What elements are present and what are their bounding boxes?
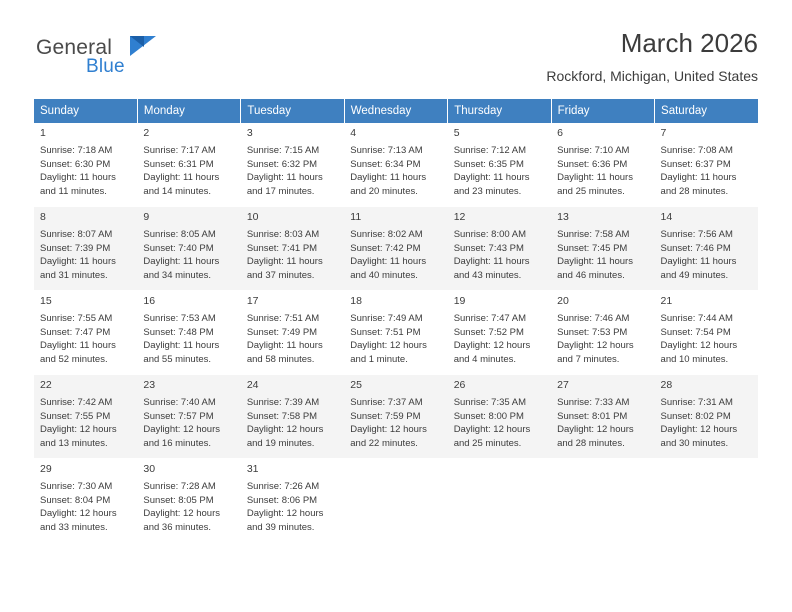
calendar-week-row xyxy=(34,123,758,207)
daylight-text: Daylight: 12 hours and 7 minutes. xyxy=(557,340,634,365)
daylight-text: Daylight: 11 hours and 40 minutes. xyxy=(350,256,427,281)
sunset-text: Sunset: 7:54 PM xyxy=(660,326,731,338)
daylight-text: Daylight: 11 hours and 43 minutes. xyxy=(453,256,530,281)
sunrise-text: Sunrise: 7:30 AM xyxy=(40,481,113,492)
calendar-day-cell[interactable] xyxy=(137,291,240,375)
sunrise-text: Sunrise: 7:55 AM xyxy=(40,313,113,324)
day-number: 24 xyxy=(246,379,259,391)
sunrise-text: Sunrise: 7:47 AM xyxy=(453,313,527,324)
calendar-day-cell[interactable] xyxy=(344,207,447,291)
day-number: 2 xyxy=(143,127,150,139)
calendar-empty-cell xyxy=(551,459,654,543)
day-number: 11 xyxy=(350,211,362,223)
calendar-week-row xyxy=(34,207,758,291)
day-number: 13 xyxy=(557,211,569,223)
day-number: 15 xyxy=(40,295,52,307)
day-number: 21 xyxy=(660,295,673,307)
day-number: 28 xyxy=(660,379,673,391)
calendar-empty-cell xyxy=(344,459,447,543)
day-number: 7 xyxy=(660,127,667,139)
day-number: 4 xyxy=(350,127,357,139)
weekday-header-monday: Monday xyxy=(137,99,240,123)
daylight-text: Daylight: 11 hours and 46 minutes. xyxy=(557,256,633,281)
day-number: 22 xyxy=(40,379,52,391)
sunset-text: Sunset: 6:31 PM xyxy=(143,158,214,170)
calendar-day-cell[interactable] xyxy=(241,459,344,543)
calendar-header-row xyxy=(34,99,758,123)
sunrise-text: Sunrise: 7:51 AM xyxy=(246,313,320,324)
weekday-header-saturday: Saturday xyxy=(655,99,758,123)
daylight-text: Daylight: 11 hours and 58 minutes. xyxy=(246,340,323,365)
generalblue-logo xyxy=(34,26,194,76)
sunset-text: Sunset: 8:01 PM xyxy=(557,410,628,422)
sunrise-text: Sunrise: 8:05 AM xyxy=(143,229,216,240)
sunset-text: Sunset: 7:52 PM xyxy=(453,326,524,338)
sunrise-text: Sunrise: 7:18 AM xyxy=(40,145,113,156)
day-number: 8 xyxy=(40,211,46,223)
day-number: 18 xyxy=(350,295,362,307)
sunrise-text: Sunrise: 7:13 AM xyxy=(350,145,423,156)
calendar-day-cell[interactable] xyxy=(448,291,551,375)
sunset-text: Sunset: 7:59 PM xyxy=(350,410,421,422)
daylight-text: Daylight: 12 hours and 10 minutes. xyxy=(660,340,738,365)
daylight-text: Daylight: 12 hours and 13 minutes. xyxy=(40,424,117,449)
calendar-day-cell[interactable] xyxy=(34,207,137,291)
day-number: 14 xyxy=(660,211,673,223)
weekday-header-sunday: Sunday xyxy=(34,99,137,123)
day-number: 5 xyxy=(453,127,460,139)
sunset-text: Sunset: 8:00 PM xyxy=(453,410,524,422)
sunrise-text: Sunrise: 7:53 AM xyxy=(143,313,216,324)
sunrise-text: Sunrise: 7:56 AM xyxy=(660,229,733,240)
day-number: 16 xyxy=(143,295,156,307)
page-title: March 2026 xyxy=(620,28,758,58)
daylight-text: Daylight: 11 hours and 55 minutes. xyxy=(143,340,220,365)
calendar-week-row xyxy=(34,291,758,375)
sunrise-text: Sunrise: 7:39 AM xyxy=(246,397,320,408)
calendar-day-cell[interactable] xyxy=(448,207,551,291)
weekday-header-tuesday: Tuesday xyxy=(241,99,344,123)
day-number: 27 xyxy=(557,379,569,391)
logo-text-general: General xyxy=(36,36,113,59)
day-number: 12 xyxy=(453,211,466,223)
calendar-day-cell[interactable] xyxy=(344,123,447,207)
sunset-text: Sunset: 7:49 PM xyxy=(246,326,318,338)
calendar-empty-cell xyxy=(448,459,551,543)
daylight-text: Daylight: 12 hours and 16 minutes. xyxy=(143,424,220,449)
sunset-text: Sunset: 7:47 PM xyxy=(40,326,111,338)
sunset-text: Sunset: 6:32 PM xyxy=(246,158,318,170)
calendar-day-cell[interactable] xyxy=(448,375,551,459)
daylight-text: Daylight: 12 hours and 4 minutes. xyxy=(453,340,531,365)
daylight-text: Daylight: 12 hours and 1 minute. xyxy=(350,340,427,365)
sunrise-text: Sunrise: 7:35 AM xyxy=(453,397,527,408)
calendar-day-cell[interactable] xyxy=(344,375,447,459)
calendar-day-cell[interactable] xyxy=(655,207,758,291)
day-number: 10 xyxy=(246,211,259,223)
calendar-day-cell[interactable] xyxy=(241,207,344,291)
sunrise-text: Sunrise: 8:02 AM xyxy=(350,229,423,240)
sunrise-text: Sunrise: 8:00 AM xyxy=(453,229,527,240)
calendar-day-cell[interactable] xyxy=(241,375,344,459)
calendar-day-cell[interactable] xyxy=(655,291,758,375)
calendar-week-row xyxy=(34,375,758,459)
sunset-text: Sunset: 6:36 PM xyxy=(557,158,628,170)
sunset-text: Sunset: 7:45 PM xyxy=(557,242,628,254)
sunset-text: Sunset: 8:02 PM xyxy=(660,410,731,422)
logo-flag-fold-icon xyxy=(130,36,144,47)
day-number: 9 xyxy=(143,211,150,223)
day-number: 30 xyxy=(143,463,156,475)
daylight-text: Daylight: 11 hours and 11 minutes. xyxy=(40,172,116,197)
sunset-text: Sunset: 8:05 PM xyxy=(143,494,214,506)
sunset-text: Sunset: 6:34 PM xyxy=(350,158,421,170)
sunrise-text: Sunrise: 7:12 AM xyxy=(453,145,527,156)
daylight-text: Daylight: 12 hours and 30 minutes. xyxy=(660,424,738,449)
sunset-text: Sunset: 7:53 PM xyxy=(557,326,628,338)
daylight-text: Daylight: 11 hours and 37 minutes. xyxy=(246,256,323,281)
calendar-empty-cell xyxy=(655,459,758,543)
daylight-text: Daylight: 12 hours and 25 minutes. xyxy=(453,424,531,449)
sunrise-text: Sunrise: 7:40 AM xyxy=(143,397,216,408)
day-number: 26 xyxy=(453,379,466,391)
daylight-text: Daylight: 12 hours and 39 minutes. xyxy=(246,508,324,533)
sunrise-text: Sunrise: 7:15 AM xyxy=(246,145,320,156)
daylight-text: Daylight: 11 hours and 52 minutes. xyxy=(40,340,116,365)
day-number: 29 xyxy=(40,463,52,475)
sunset-text: Sunset: 7:48 PM xyxy=(143,326,214,338)
calendar-body xyxy=(34,123,758,543)
weekday-header-wednesday: Wednesday xyxy=(344,99,447,123)
sunrise-text: Sunrise: 7:33 AM xyxy=(557,397,630,408)
calendar-day-cell[interactable] xyxy=(137,207,240,291)
daylight-text: Daylight: 12 hours and 33 minutes. xyxy=(40,508,117,533)
sunrise-text: Sunrise: 7:17 AM xyxy=(143,145,216,156)
calendar-table xyxy=(34,99,758,543)
sunset-text: Sunset: 8:06 PM xyxy=(246,494,318,506)
daylight-text: Daylight: 11 hours and 14 minutes. xyxy=(143,172,220,197)
day-number: 20 xyxy=(557,295,569,307)
sunset-text: Sunset: 6:35 PM xyxy=(453,158,524,170)
daylight-text: Daylight: 12 hours and 22 minutes. xyxy=(350,424,427,449)
calendar-day-cell[interactable] xyxy=(34,375,137,459)
sunrise-text: Sunrise: 7:49 AM xyxy=(350,313,423,324)
daylight-text: Daylight: 12 hours and 19 minutes. xyxy=(246,424,324,449)
logo-text-blue: Blue xyxy=(86,56,125,77)
day-number: 19 xyxy=(453,295,466,307)
calendar-day-cell[interactable] xyxy=(241,291,344,375)
sunset-text: Sunset: 7:40 PM xyxy=(143,242,214,254)
sunset-text: Sunset: 7:43 PM xyxy=(453,242,524,254)
day-number: 25 xyxy=(350,379,362,391)
sunrise-text: Sunrise: 7:58 AM xyxy=(557,229,630,240)
daylight-text: Daylight: 11 hours and 28 minutes. xyxy=(660,172,737,197)
calendar-day-cell[interactable] xyxy=(551,375,654,459)
sunrise-text: Sunrise: 7:42 AM xyxy=(40,397,113,408)
sunset-text: Sunset: 7:51 PM xyxy=(350,326,421,338)
sunrise-text: Sunrise: 7:44 AM xyxy=(660,313,733,324)
calendar-day-cell[interactable] xyxy=(344,291,447,375)
sunrise-text: Sunrise: 7:46 AM xyxy=(557,313,630,324)
sunset-text: Sunset: 7:58 PM xyxy=(246,410,318,422)
daylight-text: Daylight: 12 hours and 36 minutes. xyxy=(143,508,220,533)
sunrise-text: Sunrise: 7:37 AM xyxy=(350,397,423,408)
calendar-day-cell[interactable] xyxy=(34,291,137,375)
sunrise-text: Sunrise: 7:26 AM xyxy=(246,481,320,492)
day-number: 3 xyxy=(246,127,253,139)
page-header xyxy=(34,0,758,84)
daylight-text: Daylight: 11 hours and 20 minutes. xyxy=(350,172,427,197)
calendar-day-cell[interactable] xyxy=(137,459,240,543)
daylight-text: Daylight: 12 hours and 28 minutes. xyxy=(557,424,634,449)
day-number: 23 xyxy=(143,379,156,391)
daylight-text: Daylight: 11 hours and 49 minutes. xyxy=(660,256,737,281)
calendar-day-cell[interactable] xyxy=(137,375,240,459)
calendar-week-row xyxy=(34,459,758,543)
title-area xyxy=(546,26,758,84)
sunrise-text: Sunrise: 7:08 AM xyxy=(660,145,733,156)
day-number: 1 xyxy=(40,127,46,139)
sunset-text: Sunset: 7:41 PM xyxy=(246,242,318,254)
calendar-day-cell[interactable] xyxy=(551,123,654,207)
calendar-day-cell[interactable] xyxy=(137,123,240,207)
sunset-text: Sunset: 7:46 PM xyxy=(660,242,731,254)
sunrise-text: Sunrise: 7:10 AM xyxy=(557,145,630,156)
sunset-text: Sunset: 7:55 PM xyxy=(40,410,111,422)
sunset-text: Sunset: 7:57 PM xyxy=(143,410,214,422)
calendar-day-cell[interactable] xyxy=(655,123,758,207)
calendar-day-cell[interactable] xyxy=(448,123,551,207)
sunrise-text: Sunrise: 7:28 AM xyxy=(143,481,216,492)
calendar-day-cell[interactable] xyxy=(551,207,654,291)
sunset-text: Sunset: 6:30 PM xyxy=(40,158,111,170)
sunset-text: Sunset: 6:37 PM xyxy=(660,158,731,170)
daylight-text: Daylight: 11 hours and 34 minutes. xyxy=(143,256,220,281)
page-subtitle: Rockford, Michigan, United States xyxy=(546,68,758,84)
sunrise-text: Sunrise: 7:31 AM xyxy=(660,397,733,408)
sunrise-text: Sunrise: 8:03 AM xyxy=(246,229,320,240)
day-number: 31 xyxy=(246,463,259,475)
sunrise-text: Sunrise: 8:07 AM xyxy=(40,229,113,240)
calendar-day-cell[interactable] xyxy=(551,291,654,375)
sunset-text: Sunset: 8:04 PM xyxy=(40,494,111,506)
daylight-text: Daylight: 11 hours and 31 minutes. xyxy=(40,256,116,281)
day-number: 6 xyxy=(557,127,563,139)
daylight-text: Daylight: 11 hours and 17 minutes. xyxy=(246,172,323,197)
sunset-text: Sunset: 7:42 PM xyxy=(350,242,421,254)
calendar-day-cell[interactable] xyxy=(241,123,344,207)
weekday-header-thursday: Thursday xyxy=(448,99,551,123)
calendar-day-cell[interactable] xyxy=(34,123,137,207)
sunset-text: Sunset: 7:39 PM xyxy=(40,242,111,254)
calendar-day-cell[interactable] xyxy=(34,459,137,543)
calendar-day-cell[interactable] xyxy=(655,375,758,459)
daylight-text: Daylight: 11 hours and 23 minutes. xyxy=(453,172,530,197)
day-number: 17 xyxy=(246,295,259,307)
daylight-text: Daylight: 11 hours and 25 minutes. xyxy=(557,172,633,197)
weekday-header-friday: Friday xyxy=(551,99,654,123)
